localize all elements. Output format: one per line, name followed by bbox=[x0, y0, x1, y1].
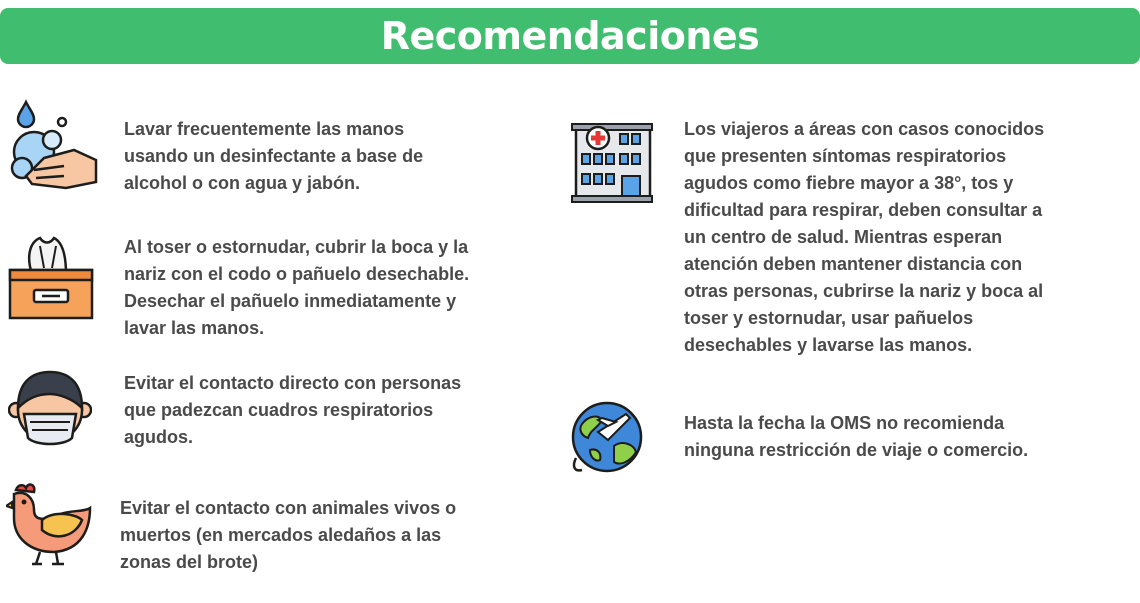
face-mask-icon bbox=[8, 368, 92, 452]
recommendation-cough-text: Al toser o estornudar, cubrir la boca y la nariz con el codo o pañuelo desechable. Desechar el pañuelo inmediatamente y lavar las manos. bbox=[124, 237, 470, 338]
recommendation-contact-text: Evitar el contacto directo con personas que padezcan cuadros respiratorios agudos. bbox=[124, 373, 462, 447]
recommendation-oms-text: Hasta la fecha la OMS no recomienda ninguna restricción de viaje o comercio. bbox=[684, 413, 1029, 460]
page-title: Recomendaciones bbox=[380, 14, 760, 58]
tissue-box-icon bbox=[6, 232, 96, 322]
globe-plane-icon bbox=[568, 400, 646, 478]
recommendation-animals-text: Evitar el contacto con animales vivos o muertos (en mercados aledaños a las zonas del brote) bbox=[120, 498, 457, 572]
hospital-icon bbox=[570, 120, 654, 204]
chicken-icon bbox=[6, 480, 94, 568]
header-banner bbox=[0, 8, 1140, 64]
handwash-icon bbox=[4, 96, 100, 192]
recommendation-handwash-text: Lavar frecuentemente las manos usando un desinfectante a base de alcohol o con agua y jabón. bbox=[124, 119, 424, 193]
recommendation-travelers-text: Los viajeros a áreas con casos conocidos que presenten síntomas respiratorios agudos como fiebre mayor a 38°, tos y dificultad para respirar, deben consultar a un centro de salud. Mientras esperan atención deben mantener distancia con otras personas, cubrirse la nariz y boca al toser y estornudar, usar pañuelos desechables y lavarse las manos. bbox=[684, 119, 1045, 355]
